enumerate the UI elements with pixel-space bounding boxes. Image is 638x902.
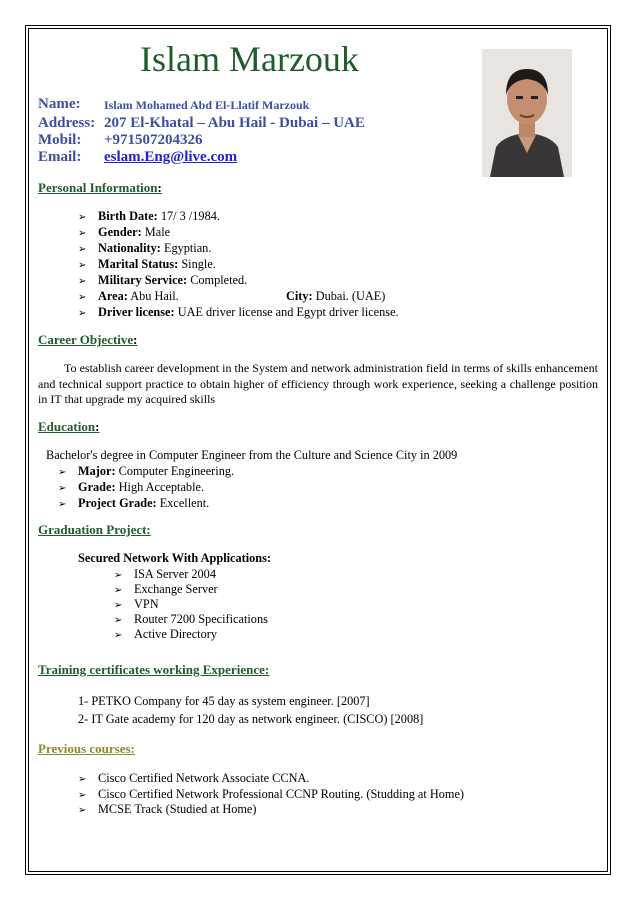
- arrow-bullet-icon: ➢: [78, 308, 87, 319]
- list-item: ➢ Grade: High Acceptable.: [58, 480, 205, 494]
- graduation-heading: Graduation Project:: [38, 522, 151, 537]
- name-label: Name:: [38, 96, 81, 112]
- training-item: 2- IT Gate academy for 120 day as network engineer. (CISCO) [2008]: [78, 712, 424, 726]
- arrow-bullet-icon: ➢: [78, 292, 87, 303]
- list-item: ➢ ISA Server 2004: [114, 567, 216, 581]
- list-item: ➢ Nationality: Egyptian.: [78, 241, 212, 255]
- arrow-bullet-icon: ➢: [78, 774, 87, 785]
- list-item: ➢ Driver license: UAE driver license and Egypt driver license.: [78, 305, 399, 319]
- list-item: ➢ Project Grade: Excellent.: [58, 496, 210, 510]
- address-label: Address:: [38, 115, 96, 131]
- arrow-bullet-icon: ➢: [58, 483, 67, 494]
- list-item: ➢ Cisco Certified Network Associate CCNA.: [78, 771, 310, 785]
- arrow-bullet-icon: ➢: [114, 570, 123, 581]
- list-item: ➢ Cisco Certified Network Professional CCNP Routing. (Studding at Home): [78, 787, 465, 801]
- list-item: ➢ Exchange Server: [114, 582, 218, 596]
- arrow-bullet-icon: ➢: [78, 212, 87, 223]
- list-item: ➢ VPN: [114, 597, 159, 611]
- personal-heading: Personal Information:: [38, 180, 162, 195]
- list-item: ➢ Marital Status: Single.: [78, 257, 216, 271]
- arrow-bullet-icon: ➢: [58, 467, 67, 478]
- arrow-bullet-icon: ➢: [114, 615, 123, 626]
- arrow-bullet-icon: ➢: [78, 805, 87, 816]
- arrow-bullet-icon: ➢: [114, 585, 123, 596]
- list-item: ➢ MCSE Track (Studied at Home): [78, 802, 257, 816]
- training-item: 1- PETKO Company for 45 day as system engineer. [2007]: [78, 694, 370, 708]
- name-value: Islam Mohamed Abd El-Llatif Marzouk: [104, 98, 310, 112]
- education-heading: Education:: [38, 419, 100, 434]
- address-value: 207 El-Khatal – Abu Hail - Dubai – UAE: [104, 115, 365, 131]
- city-item: City: Dubai. (UAE): [286, 289, 386, 303]
- arrow-bullet-icon: ➢: [114, 600, 123, 611]
- list-item: ➢ Router 7200 Specifications: [114, 612, 268, 626]
- training-heading: Training certificates working Experience:: [38, 662, 270, 677]
- email-label: Email:: [38, 149, 82, 165]
- list-item: ➢ Birth Date: 17/ 3 /1984.: [78, 209, 220, 223]
- arrow-bullet-icon: ➢: [78, 260, 87, 271]
- profile-photo: [482, 49, 572, 177]
- list-item: ➢ Military Service: Completed.: [78, 273, 248, 287]
- list-item: ➢ Major: Computer Engineering.: [58, 464, 235, 478]
- courses-heading: Previous courses:: [38, 741, 135, 756]
- career-heading: Career Objective:: [38, 332, 138, 347]
- degree-text: Bachelor's degree in Computer Engineer from the Culture and Science City in 2009: [46, 448, 458, 462]
- list-item: ➢ Area: Abu Hail.: [78, 289, 179, 303]
- mobile-label: Mobil:: [38, 132, 82, 148]
- list-item: ➢ Gender: Male: [78, 225, 171, 239]
- mobile-value: +971507204326: [104, 132, 203, 148]
- list-item: ➢ Active Directory: [114, 627, 217, 641]
- arrow-bullet-icon: ➢: [114, 630, 123, 641]
- resume-title: Islam Marzouk: [140, 39, 359, 79]
- arrow-bullet-icon: ➢: [78, 228, 87, 239]
- career-text: To establish career development in the System and network administration field in terms of skills enhancement and technical support practice to obtain higher of efficiency through work experience, seeking a challenge position in IT that upgrade my acquired skills: [38, 361, 598, 406]
- graduation-subtitle: Secured Network With Applications:: [78, 551, 272, 565]
- arrow-bullet-icon: ➢: [78, 790, 87, 801]
- email-link[interactable]: eslam.Eng@live.com: [104, 149, 238, 165]
- arrow-bullet-icon: ➢: [58, 499, 67, 510]
- arrow-bullet-icon: ➢: [78, 244, 87, 255]
- arrow-bullet-icon: ➢: [78, 276, 87, 287]
